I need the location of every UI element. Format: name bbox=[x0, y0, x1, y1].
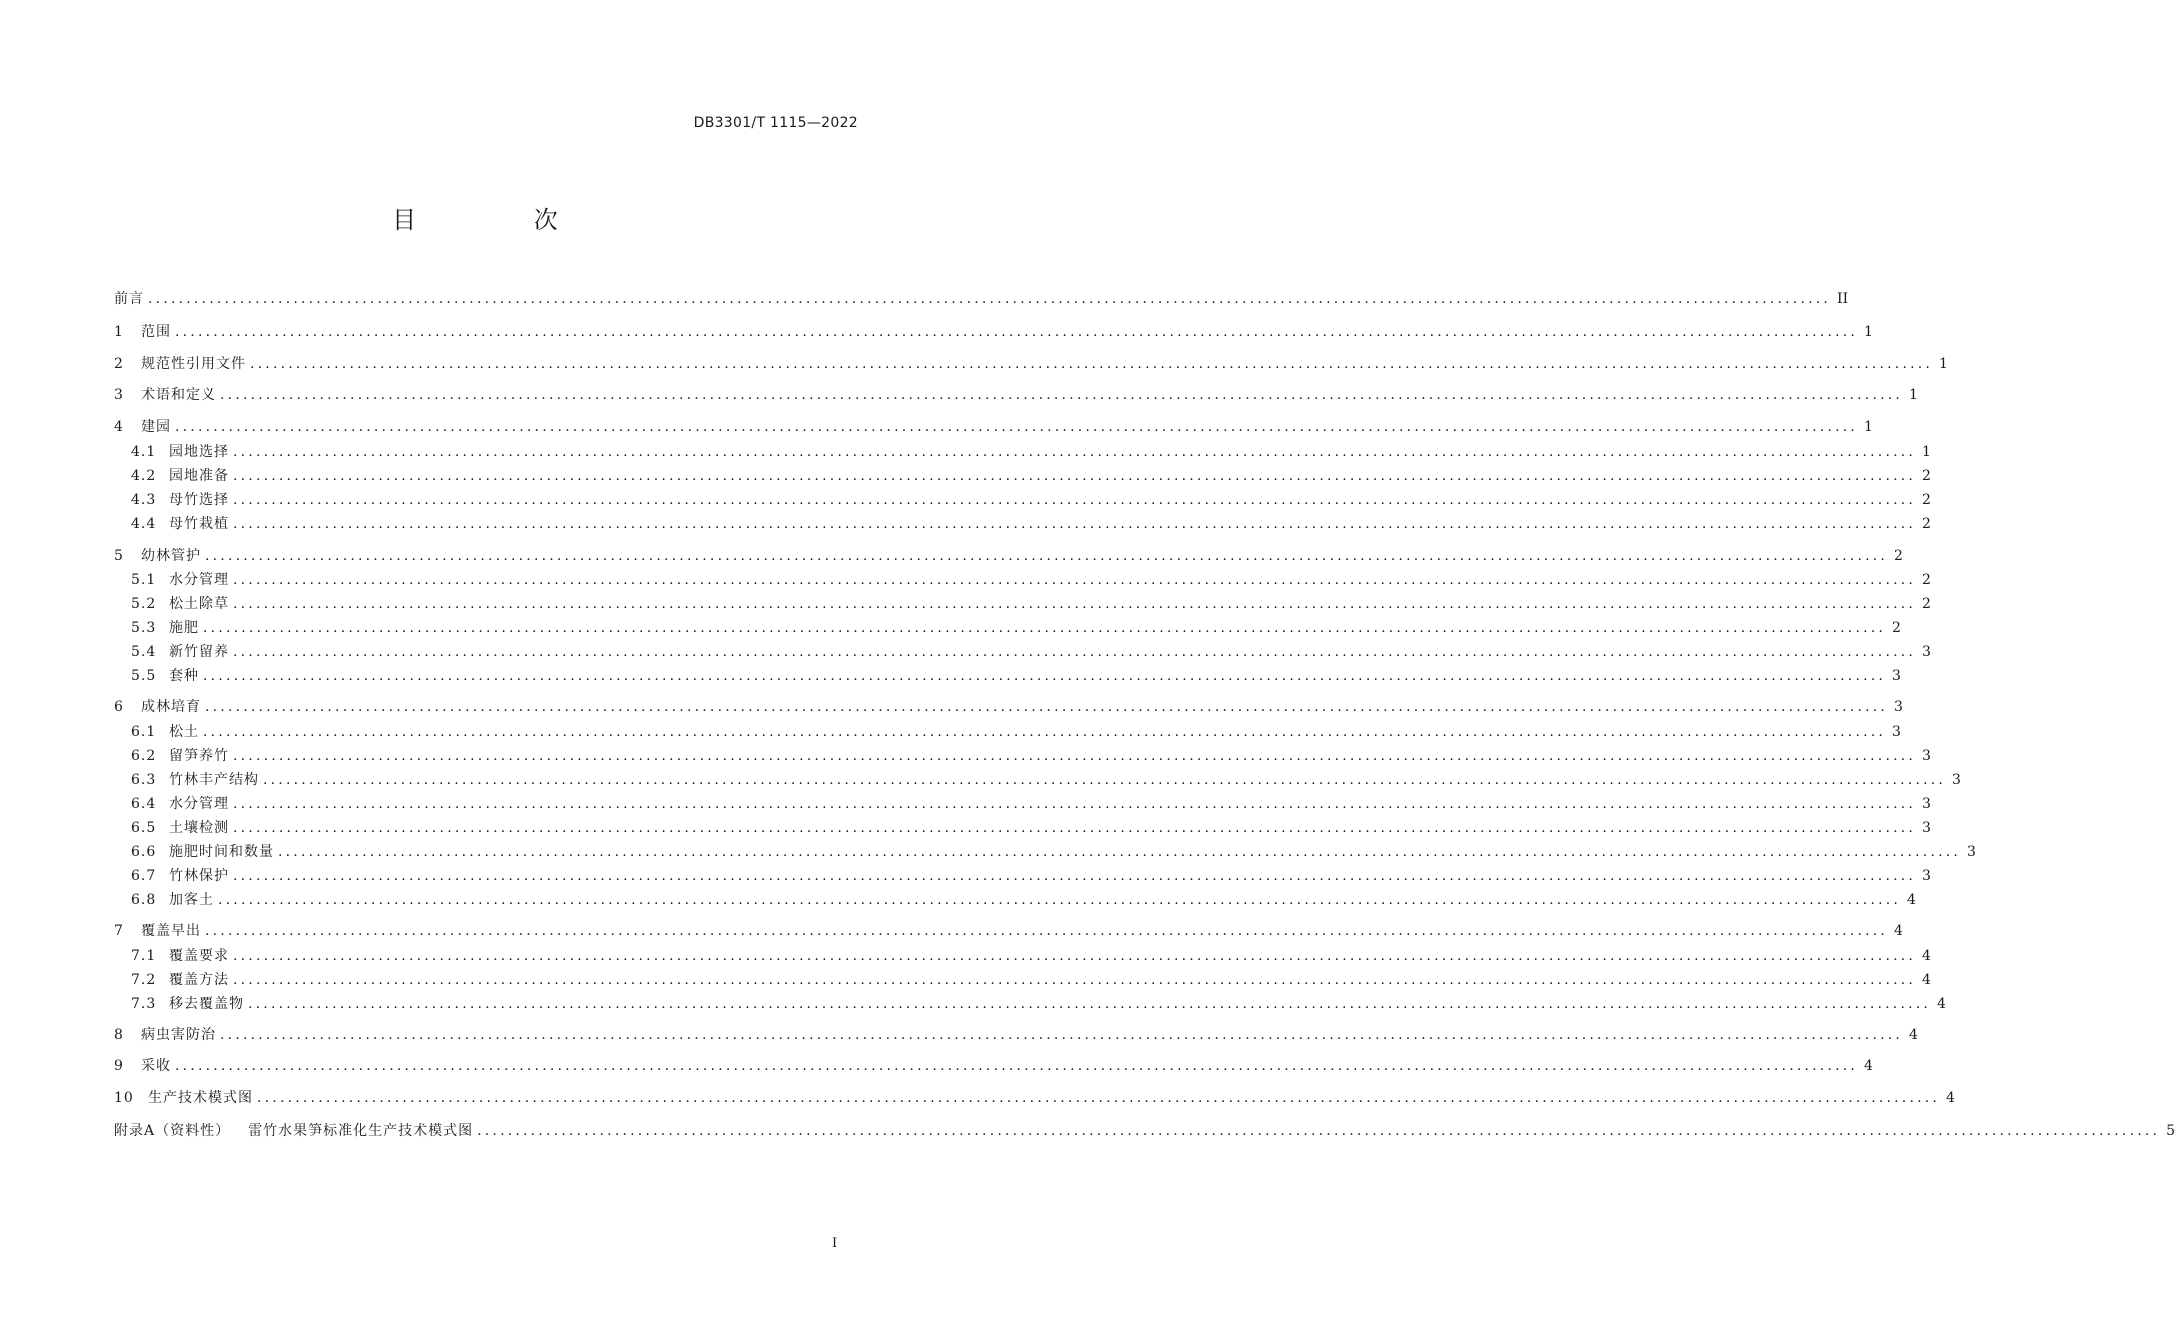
toc-entry-label: 水分管理 bbox=[169, 572, 229, 588]
toc-entry-page: 4 bbox=[1907, 892, 1916, 908]
toc-entry-label: 覆盖要求 bbox=[169, 948, 229, 964]
toc-dot-leader: ............................................................................................................................................................................................................................ bbox=[220, 1027, 1904, 1043]
toc-entry-label: 母竹选择 bbox=[169, 492, 229, 508]
toc-entry[interactable] bbox=[131, 442, 1931, 462]
toc-entry[interactable] bbox=[131, 946, 1931, 966]
toc-entry-page: 4 bbox=[1894, 923, 1903, 939]
toc-entry-page: 2 bbox=[1922, 596, 1931, 612]
toc-entry-number: 6.4 bbox=[131, 796, 157, 812]
toc-entry-number: 6.8 bbox=[131, 892, 157, 908]
toc-entry-number: 10 bbox=[114, 1090, 134, 1106]
toc-entry-page: 2 bbox=[1894, 548, 1903, 564]
toc-entry-label: 采收 bbox=[141, 1058, 171, 1074]
toc-entry-label: 新竹留养 bbox=[169, 644, 229, 660]
toc-entry-number: 5.3 bbox=[131, 620, 157, 636]
toc-entry-number: 5.2 bbox=[131, 596, 157, 612]
document-code: DB3301/T 1115—2022 bbox=[693, 115, 858, 131]
toc-entry-page: 3 bbox=[1892, 724, 1901, 740]
toc-dot-leader: ............................................................................................................................................................................................................................ bbox=[233, 868, 1917, 884]
toc-entry-page: 3 bbox=[1952, 772, 1961, 788]
toc-entry[interactable] bbox=[114, 1056, 1873, 1076]
toc-entry-number: 5.4 bbox=[131, 644, 157, 660]
toc-dot-leader: ............................................................................................................................................................................................................................ bbox=[175, 324, 1859, 340]
toc-entry[interactable] bbox=[114, 546, 1903, 566]
toc-dot-leader: ............................................................................................................................................................................................................................ bbox=[220, 387, 1904, 403]
toc-entry[interactable] bbox=[114, 289, 1849, 309]
toc-entry[interactable] bbox=[131, 618, 1901, 638]
toc-entry-label: 覆盖早出 bbox=[141, 923, 201, 939]
toc-entry-page: 3 bbox=[1922, 868, 1931, 884]
toc-dot-leader: ............................................................................................................................................................................................................................ bbox=[477, 1123, 2161, 1139]
toc-entry-page: 2 bbox=[1892, 620, 1901, 636]
toc-entry-number: 4.3 bbox=[131, 492, 157, 508]
toc-entry[interactable] bbox=[131, 570, 1931, 590]
toc-entry-number: 6.7 bbox=[131, 868, 157, 884]
toc-entry-label: 施肥时间和数量 bbox=[169, 844, 274, 860]
toc-dot-leader: ............................................................................................................................................................................................................................ bbox=[233, 948, 1917, 964]
toc-dot-leader: ............................................................................................................................................................................................................................ bbox=[175, 419, 1859, 435]
toc-entry-page: 4 bbox=[1946, 1090, 1955, 1106]
toc-entry-page: 4 bbox=[1937, 996, 1946, 1012]
toc-entry[interactable] bbox=[114, 417, 1873, 437]
toc-entry-label: 施肥 bbox=[169, 620, 199, 636]
toc-entry-label: 套种 bbox=[169, 668, 199, 684]
toc-entry-label: 竹林保护 bbox=[169, 868, 229, 884]
toc-entry[interactable] bbox=[131, 466, 1931, 486]
toc-entry[interactable] bbox=[131, 490, 1931, 510]
toc-entry[interactable] bbox=[131, 890, 1916, 910]
toc-entry[interactable] bbox=[114, 1025, 1918, 1045]
toc-entry-label: 雷竹水果笋标准化生产技术模式图 bbox=[248, 1123, 474, 1139]
toc-dot-leader: ............................................................................................................................................................................................................................ bbox=[205, 699, 1889, 715]
toc-dot-leader: ............................................................................................................................................................................................................................ bbox=[233, 444, 1917, 460]
toc-entry-label: 母竹栽植 bbox=[169, 516, 229, 532]
toc-entry-number: 6.5 bbox=[131, 820, 157, 836]
toc-entry-label: 病虫害防治 bbox=[141, 1027, 216, 1043]
toc-entry[interactable] bbox=[114, 1121, 2175, 1141]
toc-entry-label: 成林培育 bbox=[141, 699, 201, 715]
toc-entry-number: 8 bbox=[114, 1027, 124, 1043]
toc-dot-leader: ............................................................................................................................................................................................................................ bbox=[250, 356, 1934, 372]
toc-dot-leader: ............................................................................................................................................................................................................................ bbox=[205, 548, 1889, 564]
toc-entry[interactable] bbox=[131, 594, 1931, 614]
toc-dot-leader: ............................................................................................................................................................................................................................ bbox=[203, 668, 1887, 684]
toc-entry-page: 3 bbox=[1894, 699, 1903, 715]
toc-entry-label: 建园 bbox=[141, 419, 171, 435]
toc-entry-number: 6.6 bbox=[131, 844, 157, 860]
toc-entry-label: 规范性引用文件 bbox=[141, 356, 246, 372]
page-title: 目 次 bbox=[392, 206, 613, 234]
toc-dot-leader: ............................................................................................................................................................................................................................ bbox=[233, 492, 1917, 508]
toc-entry-label: 移去覆盖物 bbox=[169, 996, 244, 1012]
toc-entry-page: 1 bbox=[1909, 387, 1918, 403]
toc-entry-number: 3 bbox=[114, 387, 124, 403]
toc-dot-leader: ............................................................................................................................................................................................................................ bbox=[248, 996, 1932, 1012]
toc-dot-leader: ............................................................................................................................................................................................................................ bbox=[233, 644, 1917, 660]
toc-entry-label: 覆盖方法 bbox=[169, 972, 229, 988]
toc-entry-number: 1 bbox=[114, 324, 124, 340]
toc-entry-number: 5.5 bbox=[131, 668, 157, 684]
toc-entry[interactable] bbox=[114, 921, 1903, 941]
toc-entry[interactable] bbox=[114, 354, 1948, 374]
toc-dot-leader: ............................................................................................................................................................................................................................ bbox=[263, 772, 1947, 788]
toc-dot-leader: ............................................................................................................................................................................................................................ bbox=[205, 923, 1889, 939]
toc-entry-page: 4 bbox=[1864, 1058, 1873, 1074]
toc-entry-number: 6.3 bbox=[131, 772, 157, 788]
toc-entry-number: 7.3 bbox=[131, 996, 157, 1012]
toc-entry[interactable] bbox=[131, 746, 1931, 766]
toc-entry-label: 术语和定义 bbox=[141, 387, 216, 403]
toc-entry-page: 2 bbox=[1922, 516, 1931, 532]
toc-entry[interactable] bbox=[114, 322, 1873, 342]
footer-page-number: I bbox=[832, 1236, 838, 1251]
toc-entry-number: 附录A（资料性） bbox=[114, 1123, 231, 1139]
toc-entry[interactable] bbox=[131, 866, 1931, 886]
toc-entry-page: 3 bbox=[1967, 844, 1976, 860]
toc-entry-page: 5 bbox=[2166, 1123, 2175, 1139]
toc-dot-leader: ............................................................................................................................................................................................................................ bbox=[233, 516, 1917, 532]
toc-entry-label: 生产技术模式图 bbox=[148, 1090, 253, 1106]
toc-entry-number: 7.1 bbox=[131, 948, 157, 964]
toc-entry-label: 留笋养竹 bbox=[169, 748, 229, 764]
toc-dot-leader: ............................................................................................................................................................................................................................ bbox=[233, 572, 1917, 588]
toc-dot-leader: ............................................................................................................................................................................................................................ bbox=[257, 1090, 1941, 1106]
toc-dot-leader: ............................................................................................................................................................................................................................ bbox=[233, 468, 1917, 484]
toc-entry-page: 1 bbox=[1864, 324, 1873, 340]
toc-entry-number: 4.2 bbox=[131, 468, 157, 484]
toc-entry-label: 幼林管护 bbox=[141, 548, 201, 564]
toc-entry[interactable] bbox=[131, 722, 1901, 742]
toc-entry-number: 6 bbox=[114, 699, 124, 715]
toc-entry-number: 5 bbox=[114, 548, 124, 564]
toc-entry-page: 3 bbox=[1892, 668, 1901, 684]
toc-entry-label: 竹林丰产结构 bbox=[169, 772, 259, 788]
toc-entry[interactable] bbox=[131, 842, 1976, 862]
toc-entry-page: 4 bbox=[1922, 948, 1931, 964]
toc-entry-page: 2 bbox=[1922, 492, 1931, 508]
toc-dot-leader: ............................................................................................................................................................................................................................ bbox=[278, 844, 1962, 860]
toc-entry-number: 6.2 bbox=[131, 748, 157, 764]
toc-entry-number: 4 bbox=[114, 419, 124, 435]
toc-dot-leader: ............................................................................................................................................................................................................................ bbox=[218, 892, 1902, 908]
toc-entry[interactable] bbox=[131, 970, 1931, 990]
toc-entry-page: II bbox=[1837, 291, 1849, 307]
toc-dot-leader: ............................................................................................................................................................................................................................ bbox=[203, 620, 1887, 636]
toc-entry-page: 1 bbox=[1864, 419, 1873, 435]
toc-entry-label: 松土 bbox=[169, 724, 199, 740]
toc-entry[interactable] bbox=[131, 794, 1931, 814]
toc-dot-leader: ............................................................................................................................................................................................................................ bbox=[233, 796, 1917, 812]
toc-entry-label: 松土除草 bbox=[169, 596, 229, 612]
toc-entry[interactable] bbox=[114, 697, 1903, 717]
toc-entry-page: 2 bbox=[1922, 572, 1931, 588]
toc-entry-page: 3 bbox=[1922, 644, 1931, 660]
toc-entry-label: 水分管理 bbox=[169, 796, 229, 812]
toc-dot-leader: ............................................................................................................................................................................................................................ bbox=[203, 724, 1887, 740]
toc-entry[interactable] bbox=[114, 1088, 1955, 1108]
toc-entry[interactable] bbox=[131, 514, 1931, 534]
toc-entry[interactable] bbox=[131, 642, 1931, 662]
toc-entry-number: 9 bbox=[114, 1058, 124, 1074]
toc-entry[interactable] bbox=[131, 818, 1931, 838]
toc-entry-page: 3 bbox=[1922, 820, 1931, 836]
toc-entry-label: 园地选择 bbox=[169, 444, 229, 460]
toc-entry-page: 1 bbox=[1922, 444, 1931, 460]
toc-entry-page: 4 bbox=[1922, 972, 1931, 988]
toc-entry-label: 园地准备 bbox=[169, 468, 229, 484]
toc-entry[interactable] bbox=[114, 385, 1918, 405]
toc-entry-page: 4 bbox=[1909, 1027, 1918, 1043]
toc-dot-leader: ............................................................................................................................................................................................................................ bbox=[233, 748, 1917, 764]
toc-dot-leader: ............................................................................................................................................................................................................................ bbox=[148, 291, 1832, 307]
toc-dot-leader: ............................................................................................................................................................................................................................ bbox=[233, 596, 1917, 612]
toc-entry-label: 范围 bbox=[141, 324, 171, 340]
toc-entry-number: 4.4 bbox=[131, 516, 157, 532]
toc-entry-number: 6.1 bbox=[131, 724, 157, 740]
toc-entry-number: 7.2 bbox=[131, 972, 157, 988]
toc-entry-label: 前言 bbox=[114, 291, 144, 307]
toc-entry[interactable] bbox=[131, 994, 1946, 1014]
toc-entry-number: 7 bbox=[114, 923, 124, 939]
toc-entry-label: 土壤检测 bbox=[169, 820, 229, 836]
toc-entry-page: 2 bbox=[1922, 468, 1931, 484]
toc-entry-page: 3 bbox=[1922, 748, 1931, 764]
toc-dot-leader: ............................................................................................................................................................................................................................ bbox=[233, 820, 1917, 836]
toc-entry-page: 1 bbox=[1939, 356, 1948, 372]
toc-dot-leader: ............................................................................................................................................................................................................................ bbox=[175, 1058, 1859, 1074]
toc-entry-page: 3 bbox=[1922, 796, 1931, 812]
toc-entry-number: 2 bbox=[114, 356, 124, 372]
toc-dot-leader: ............................................................................................................................................................................................................................ bbox=[233, 972, 1917, 988]
toc-entry-number: 4.1 bbox=[131, 444, 157, 460]
toc-entry[interactable] bbox=[131, 666, 1901, 686]
toc-entry[interactable] bbox=[131, 770, 1961, 790]
toc-entry-label: 加客土 bbox=[169, 892, 214, 908]
toc-entry-number: 5.1 bbox=[131, 572, 157, 588]
